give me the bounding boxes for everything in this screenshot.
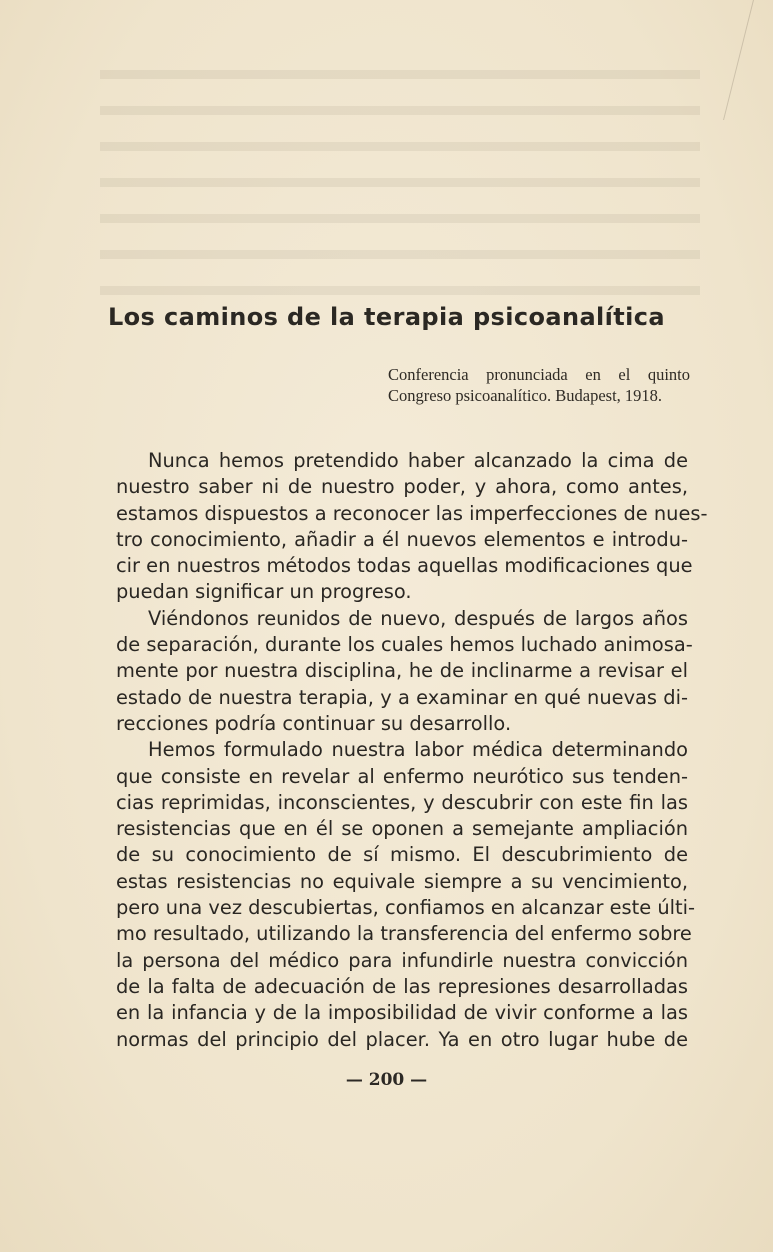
text-line: estas resistencias no equivale siempre a su vencimiento, (116, 869, 688, 893)
paragraph-3 (116, 737, 695, 1053)
show-through-text (100, 70, 700, 270)
paragraph-1 (116, 448, 708, 606)
text-line: puedan significar un progreso. (116, 580, 412, 604)
text-line: cir en nuestros métodos todas aquellas modificaciones que (116, 554, 693, 578)
page-number: — 200 — (345, 1070, 428, 1090)
text-line: cias reprimidas, inconscientes, y descubrir con este fin las (116, 790, 688, 814)
paper-crease (723, 0, 773, 120)
text-line: de su conocimiento de sí mismo. El descubrimiento de (116, 843, 688, 867)
text-line: tro conocimiento, añadir a él nuevos elementos e introdu- (116, 527, 688, 551)
text-line: que consiste en revelar al enfermo neurótico sus tenden- (116, 764, 688, 788)
text-line: resistencias que en él se oponen a semejante ampliación (116, 817, 688, 841)
text-line: nuestro saber ni de nuestro poder, y ahora, como antes, (116, 475, 688, 499)
text-line: Viéndonos reunidos de nuevo, después de largos años (148, 606, 688, 630)
text-line: mente por nuestra disciplina, he de inclinarme a revisar el (116, 659, 688, 683)
text-line: de separación, durante los cuales hemos luchado animosa- (116, 633, 693, 657)
text-line: estado de nuestra terapia, y a examinar en qué nuevas di- (116, 685, 688, 709)
paragraph-2 (116, 606, 693, 737)
text-line: de la falta de adecuación de las represiones desarrolladas (116, 974, 688, 998)
text-line: en la infancia y de la imposibilidad de vivir conforme a las (116, 1001, 688, 1025)
chapter-title: Los caminos de la terapia psicoanalítica (107, 303, 666, 331)
text-line: Hemos formulado nuestra labor médica determinando (148, 738, 688, 762)
text-line: normas del principio del placer. Ya en otro lugar hube de (116, 1027, 688, 1051)
text-line: mo resultado, utilizando la transferencia del enfermo sobre (116, 922, 692, 946)
text-line: estamos dispuestos a reconocer las imperfecciones de nues- (116, 501, 708, 525)
body-text (116, 448, 708, 1053)
text-line: Nunca hemos pretendido haber alcanzado la cima de (148, 449, 688, 472)
text-line: recciones podría continuar su desarrollo. (116, 711, 512, 735)
text-line: la persona del médico para infundirle nuestra convicción (116, 948, 688, 972)
text-line: pero una vez descubiertas, confiamos en alcanzar este últi- (116, 896, 695, 920)
chapter-subtitle: Conferencia pronunciada en el quinto Congreso psicoanalítico. Budapest, 1918. (388, 365, 690, 405)
